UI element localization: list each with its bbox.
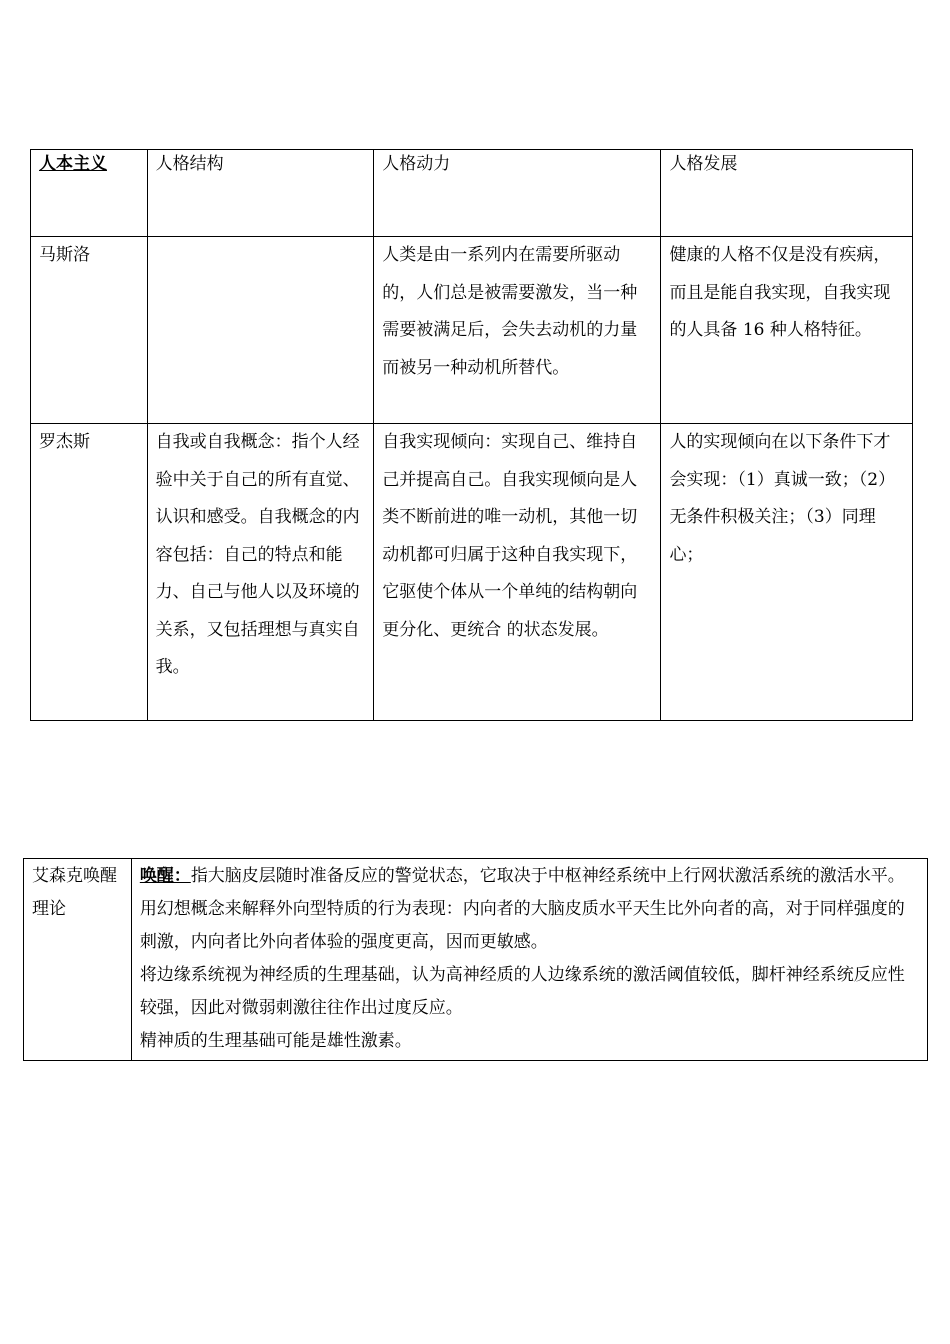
dynamics-cell: 自我实现倾向：实现自己、维持自己并提高自己。自我实现倾向是人类不断前进的唯一动机，其他一切动机都可归属于这种自我实现下，它驱使个体从一个单纯的结构朝向更分化、更统合 的状态发展。: [374, 424, 661, 721]
theory-name-cell: 艾森克唤醒理论: [24, 859, 132, 1061]
table-row: [31, 424, 913, 721]
arousal-definition: [140, 860, 919, 893]
theorist-cell: 马斯洛: [31, 237, 148, 424]
school-title: 人本主义: [39, 154, 107, 174]
structure-cell: [147, 237, 374, 424]
theory-content-cell: [131, 859, 927, 1061]
table-row: [24, 859, 928, 1061]
header-structure-cell: 人格结构: [147, 150, 374, 237]
eysenck-arousal-table: [23, 858, 928, 1061]
theorist-cell: 罗杰斯: [31, 424, 148, 721]
table-row: [31, 237, 913, 424]
development-cell: 健康的人格不仅是没有疾病，而且是能自我实现，自我实现的人具备 16 种人格特征。: [661, 237, 913, 424]
development-cell: 人的实现倾向在以下条件下才会实现：（1）真诚一致；（2）无条件积极关注；（3）同理心；: [661, 424, 913, 721]
structure-cell: 自我或自我概念：指个人经验中关于自己的所有直觉、认识和感受。自我概念的内容包括：自己的特点和能力、自己与他人以及环境的关系，又包括理想与真实自我。: [147, 424, 374, 721]
humanism-personality-table: [30, 149, 913, 721]
header-development-cell: 人格发展: [661, 150, 913, 237]
header-school-cell: [31, 150, 148, 237]
header-dynamics-cell: 人格动力: [374, 150, 661, 237]
dynamics-cell: 人类是由一系列内在需要所驱动的，人们总是被需要激发，当一种需要被满足后，会失去动机的力量而被另一种动机所替代。: [374, 237, 661, 424]
paragraph-extraversion: 用幻想概念来解释外向型特质的行为表现：内向者的大脑皮质水平天生比外向者的高，对于同样强度的刺激，内向者比外向者体验的强度更高，因而更敏感。: [139, 899, 905, 952]
arousal-definition-text: 指大脑皮层随时准备反应的警觉状态，它取决于中枢神经系统中上行网状激活系统的激活水平。: [190, 866, 905, 886]
table-header-row: [31, 150, 913, 237]
paragraph-neuroticism: 将边缘系统视为神经质的生理基础，认为高神经质的人边缘系统的激活阈值较低，脚杆神经系统反应性较强，因此对微弱刺激往往作出过度反应。: [139, 965, 905, 1018]
paragraph-psychoticism: 精神质的生理基础可能是雄性激素。: [139, 1031, 412, 1051]
arousal-term: 唤醒：: [139, 866, 191, 886]
